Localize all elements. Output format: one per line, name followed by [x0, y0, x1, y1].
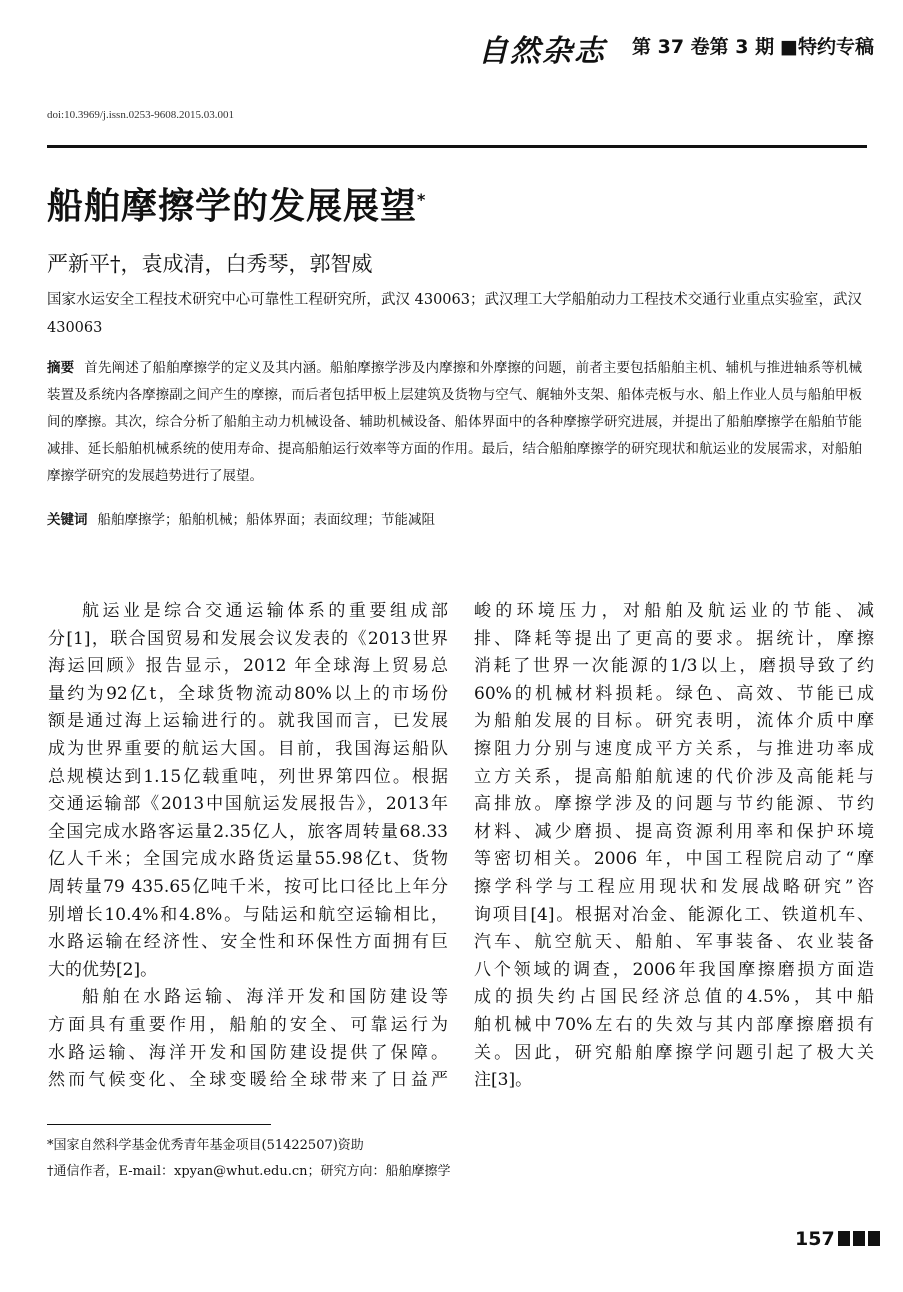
keywords-text: 船舶摩擦学；船舶机械；船体界面；表面纹理；节能减阻 — [97, 512, 435, 528]
body-text-line: 等密切相关。2006 年，中国工程院启动了“摩 — [474, 849, 874, 870]
section-label: ■特约专稿 — [780, 36, 874, 58]
body-text-line: 全国完成水路客运量2.35亿人，旅客周转量68.33 — [48, 821, 448, 842]
body-column-left — [48, 598, 448, 1095]
header-rule — [47, 145, 867, 148]
body-text-line: 额是通过海上运输进行的。就我国而言，已发展 — [48, 711, 448, 732]
body-text-line: 船舶在水路运输、海洋开发和国防建设等 — [82, 987, 448, 1008]
page-number-text: 157 — [795, 1228, 835, 1250]
body-text-line: 海运回顾》报告显示，2012 年全球海上贸易总 — [48, 656, 448, 677]
decorative-block — [868, 1231, 880, 1246]
footnote-rule — [47, 1124, 271, 1125]
body-text-line: 亿人千米；全国完成水路货运量55.98亿t、货物 — [48, 849, 448, 870]
body-text-line: 八个领域的调查，2006年我国摩擦磨损方面造 — [474, 959, 874, 980]
body-text-line: 排、降耗等提出了更高的要求。据统计，摩擦 — [474, 628, 874, 649]
body-text-line: 总规模达到1.15亿载重吨，列世界第四位。根据 — [48, 766, 448, 787]
keywords — [47, 508, 435, 528]
body-text-line: 擦阻力分别与速度成平方关系，与推进功率成 — [474, 738, 874, 759]
body-text-line: 注[3]。 — [474, 1070, 533, 1091]
abstract-text: 首先阐述了船舶摩擦学的定义及其内涵。船舶摩擦学涉及内摩擦和外摩擦的问题，前者主要包括船舶主机、辅机与推进轴系等机械装置及系统内各摩擦副之间产生的摩擦，而后者包括甲板上层建筑及货物与空气、艉轴外支架、船体壳板与水、船上作业人员与船舶甲板间的摩擦。其次，综合分析了船舶主动力机械设备、辅助机械设备、船体界面中的各种摩擦学研究进展，并提出了船舶摩擦学在船舶节能减排、延长船舶机械系统的使用寿命、提高船舶运行效率等方面的作用。最后，结合船舶摩擦学的研究现状和航运业的发展需求，对船舶摩擦学研究的发展趋势进行了展望。 — [47, 360, 863, 484]
body-column-right — [474, 598, 874, 1095]
title-footnote-mark: * — [417, 190, 427, 209]
body-text-line: 周转量79 435.65亿吨千米，按可比口径比上年分 — [48, 876, 448, 897]
body-text-line: 方面具有重要作用，船舶的安全、可靠运行为 — [48, 1014, 448, 1035]
body-text-line: 60%的机械材料损耗。绿色、高效、节能已成 — [474, 683, 874, 704]
page-number — [795, 1228, 880, 1250]
body-text-line: 关。因此，研究船舶摩擦学问题引起了极大关 — [474, 1042, 874, 1063]
footnote-corresponding-author: †通信作者，E-mail：xpyan@whut.edu.cn；研究方向：船舶摩擦学 — [47, 1164, 451, 1179]
abstract-label: 摘要 — [47, 360, 75, 376]
body-text-line: 消耗了世界一次能源的1/3以上，磨损导致了约 — [474, 656, 874, 677]
affiliation: 国家水运安全工程技术研究中心可靠性工程研究所，武汉 430063；武汉理工大学船舶动力工程技术交通行业重点实验室，武汉 430063 — [47, 292, 862, 336]
body-text-line: 量约为92亿t，全球货物流动80%以上的市场份 — [48, 683, 448, 704]
body-text-line: 为船舶发展的目标。研究表明，流体介质中摩 — [474, 711, 874, 732]
decorative-block — [853, 1231, 865, 1246]
body-text-line: 航运业是综合交通运输体系的重要组成部 — [82, 601, 448, 621]
body-text-line: 立方关系，提高船舶航速的代价涉及高能耗与 — [474, 766, 874, 787]
decorative-block — [838, 1231, 850, 1246]
abstract — [47, 355, 862, 490]
title-text: 船舶摩擦学的发展展望 — [47, 186, 418, 227]
body-text-line: 然而气候变化、全球变暖给全球带来了日益严 — [48, 1070, 448, 1091]
body-text-line: 询项目[4]。根据对冶金、能源化工、铁道机车、 — [474, 904, 874, 925]
body-text-line: 高排放。摩擦学涉及的问题与节约能源、节约 — [474, 794, 874, 815]
body-text-line: 交通运输部《2013中国航运发展报告》，2013年 — [48, 794, 448, 815]
authors: 严新平†，袁成清，白秀琴，郭智威 — [47, 252, 373, 276]
issue-label: 第 37 卷第 3 期 — [632, 36, 775, 58]
keywords-label: 关键词 — [47, 512, 88, 528]
article-title — [47, 178, 426, 229]
body-text-line: 成的损失约占国民经济总值的4.5%，其中船 — [474, 987, 874, 1008]
body-text-line: 成为世界重要的航运大国。目前，我国海运船队 — [48, 738, 448, 759]
body-text-line: 分[1]，联合国贸易和发展会议发表的《2013世界 — [48, 628, 448, 649]
footnote-funding: *国家自然科学基金优秀青年基金项目(51422507)资助 — [47, 1138, 364, 1153]
body-text-line: 大的优势[2]。 — [48, 959, 158, 980]
body-text-line: 别增长10.4%和4.8%。与陆运和航空运输相比， — [48, 904, 448, 925]
body-text-line: 擦学科学与工程应用现状和发展战略研究”咨 — [474, 876, 874, 897]
doi: doi:10.3969/j.issn.0253-9608.2015.03.001 — [47, 109, 235, 121]
body-text-line: 峻的环境压力，对船舶及航运业的节能、减 — [474, 601, 874, 621]
journal-logo: 自然杂志 — [478, 34, 606, 69]
body-text-line: 水路运输、海洋开发和国防建设提供了保障。 — [48, 1042, 448, 1063]
body-text-line: 汽车、航空航天、船舶、军事装备、农业装备 — [474, 932, 874, 953]
body-text-line: 材料、减少磨损、提高资源利用率和保护环境 — [474, 821, 874, 842]
body-text-line: 水路运输在经济性、安全性和环保性方面拥有巨 — [48, 932, 448, 953]
body-text-line: 舶机械中70%左右的失效与其内部摩擦磨损有 — [474, 1014, 874, 1035]
